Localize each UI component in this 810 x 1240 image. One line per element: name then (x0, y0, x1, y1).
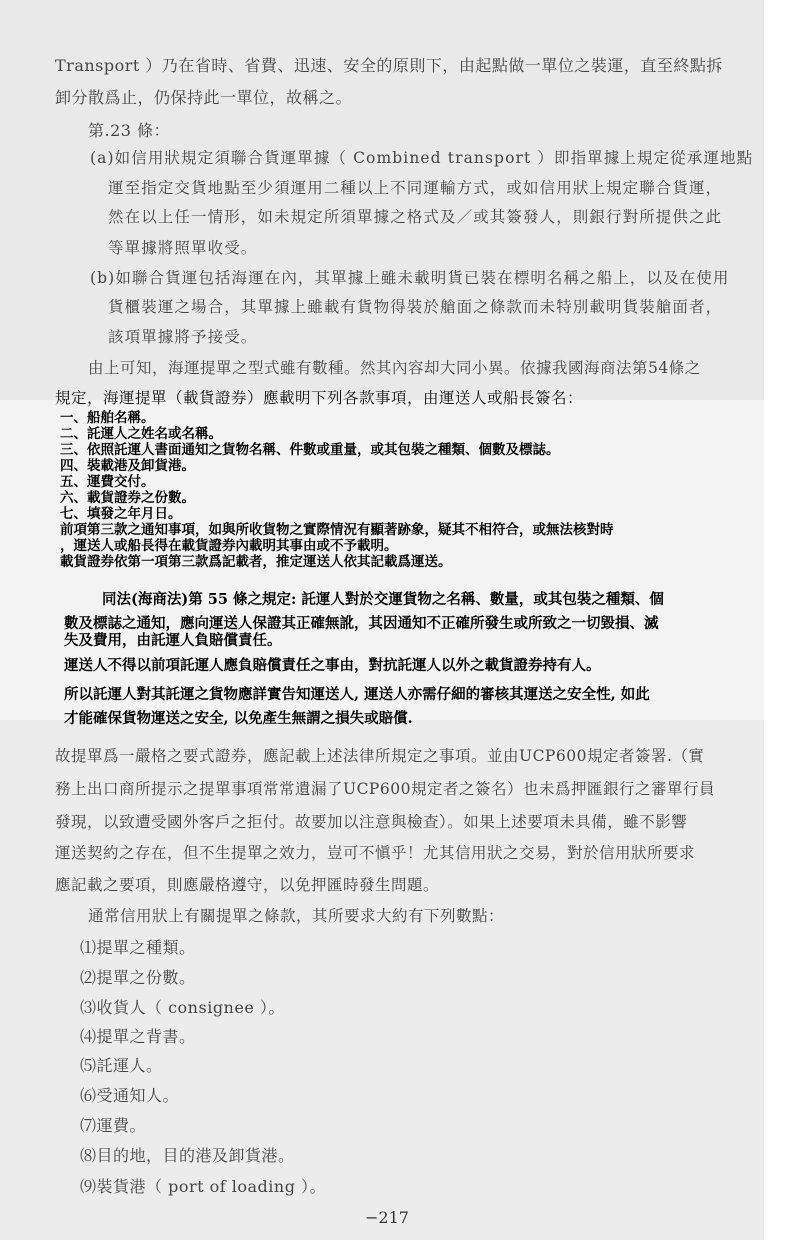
list-item: ⑹受通知人。 (80, 1086, 180, 1105)
page-number: −217 (365, 1208, 409, 1227)
text-line: 數及標誌之通知，應向運送人保證其正確無訛，其因通知不正確所發生或所致之一切毀損、滅 (64, 615, 659, 632)
list-item: ⑶收貨人（ consignee ）。 (80, 998, 285, 1017)
text-line: 故提單爲一嚴格之要式證券，應記載上述法律所規定之事項。並由UCP600規定者簽署.（實 (55, 747, 705, 765)
text-line: 運送人不得以前項託運人應負賠償責任之事由，對抗託運人以外之載貨證券持有人。 (64, 657, 601, 674)
list-item: ⑷提單之背書。 (80, 1027, 196, 1046)
text-line: 同法(海商法)第 55 條之規定: 託運人對於交運貨物之名稱、數量，或其包裝之種類、個 (102, 591, 664, 608)
text-line: 務上出口商所提示之提單事項常常遺漏了UCP600規定者之簽名）也未爲押匯銀行之審單行員 (55, 780, 715, 798)
text-line: 規定，海運提單（載貨證券）應載明下列各款事項，由運送人或船長簽名： (55, 389, 584, 407)
page-margin-strip (764, 0, 810, 1240)
law-item: 七、填發之年月日。 (60, 506, 182, 522)
text-line: 然在以上任一情形，如未規定所須單據之格式及／或其簽發人，則銀行對所提供之此 (108, 208, 723, 226)
text-line: 等單據將照單收受。 (108, 239, 258, 257)
text-line: Transport ）乃在省時、省費、迅速、安全的原則下，由起點做一單位之裝運，直至終點拆 (55, 56, 723, 75)
law-item: 二、託運人之姓名或名稱。 (60, 426, 222, 442)
text-line: 運至指定交貨地點至少須運用二種以上不同運輸方式，或如信用狀上規定聯合貨運， (108, 179, 723, 197)
text-line: 發現，以致遭受國外客戶之拒付。故要加以注意與檢查）。如果上述要項未具備，雖不影響 (55, 813, 688, 831)
text-line: 才能確保貨物運送之安全, 以免產生無謂之損失或賠償. (64, 710, 413, 727)
list-item: ⑻目的地，目的港及卸貨港。 (80, 1146, 295, 1165)
law-item: 前項第三款之通知事項，如與所收貨物之實際情況有顯著跡象，疑其不相符合，或無法核對時 (60, 522, 614, 538)
law-item: 一、船舶名稱。 (60, 410, 155, 426)
text-line: 由上可知，海運提單之型式雖有數種。然其內容却大同小異。依據我國海商法第54條之 (88, 359, 701, 377)
list-item: ⑸託運人。 (80, 1056, 163, 1075)
law-item: ，運送人或船長得在載貨證券內載明其事由或不予載明。 (60, 538, 398, 554)
text-line: 運送契約之存在，但不生提單之效力，豈可不愼乎！尤其信用狀之交易，對於信用狀所要求 (55, 844, 696, 862)
text-line: 該項單據將予接受。 (108, 328, 258, 346)
text-line: 貨櫃裝運之場合，其單據上雖載有貨物得裝於艙面之條款而未特別載明貨裝艙面者， (108, 298, 723, 316)
text-line: 卸分散爲止，仍保持此一單位，故稱之。 (55, 88, 353, 107)
text-line: 通常信用狀上有關提單之條款，其所要求大約有下列數點： (88, 907, 505, 925)
text-line: 所以託運人對其託運之貨物應詳實告知運送人, 運送人亦需仔細的審核其運送之安全性, 如此 (64, 686, 650, 703)
text-line: 應記載之要項，則應嚴格遵守，以免押匯時發生問題。 (55, 876, 440, 894)
law-item: 四、裝載港及卸貨港。 (60, 458, 195, 474)
law-item: 三、依照託運人書面通知之貨物名稱、件數或重量，或其包裝之種類、個數及標誌。 (60, 442, 560, 458)
law-item: 六、載貨證券之份數。 (60, 490, 195, 506)
article-heading: 第.23 條： (88, 121, 171, 140)
text-line: (b)如聯合貨運包括海運在內，其單據上雖未載明貨已裝在標明名稱之船上，以及在使用 (90, 269, 730, 287)
list-item: ⑴提單之種類。 (80, 938, 196, 957)
law-item: 五、運費交付。 (60, 474, 155, 490)
law-item: 載貨證券依第一項第三款爲記載者，推定運送人依其記載爲運送。 (60, 554, 452, 570)
text-line: 失及費用，由託運人負賠償責任。 (64, 632, 282, 649)
list-item: ⑼裝貨港（ port of loading ）。 (80, 1177, 327, 1196)
text-line: (a)如信用狀規定須聯合貨運單據（ Combined transport ）即指單據上規定從承運地點 (90, 149, 754, 167)
list-item: ⑺運費。 (80, 1116, 147, 1135)
list-item: ⑵提單之份數。 (80, 968, 196, 987)
